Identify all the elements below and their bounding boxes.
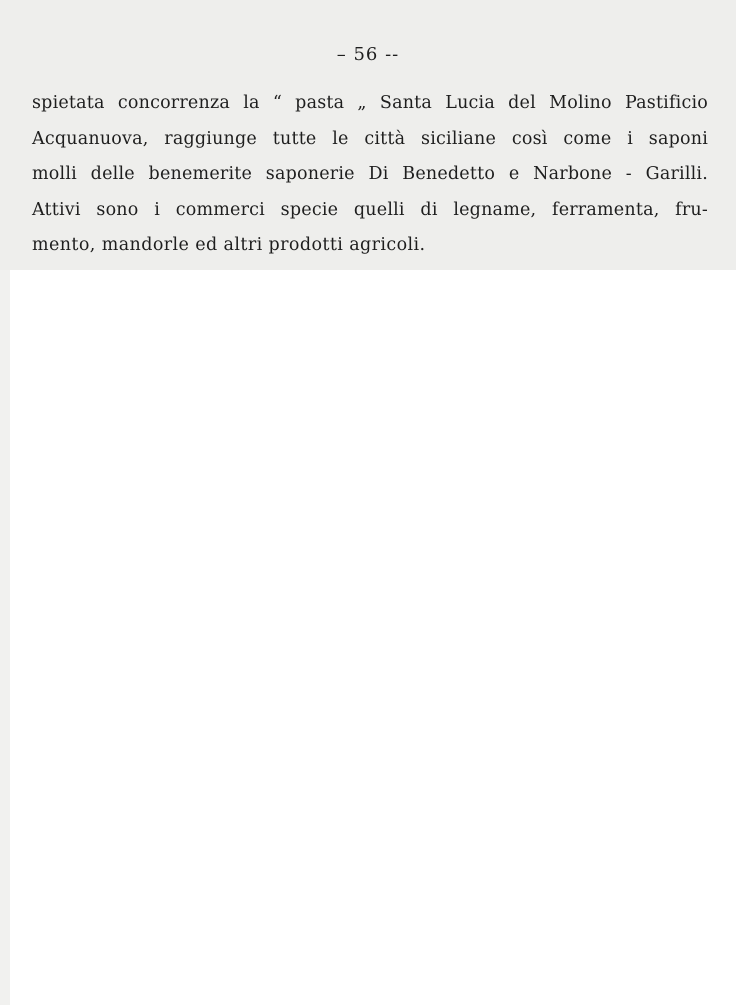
text-line-3: molli delle benemerite saponerie Di Benedetto e Narbone - Garilli.	[32, 164, 708, 184]
body-paragraph	[32, 86, 708, 264]
text-line-4: Attivi sono i commerci specie quelli di legname, ferramenta, fru-	[32, 199, 708, 220]
scan-margin-edge	[0, 270, 10, 1005]
page-number: – 56 --	[336, 44, 400, 65]
text-line-5: mento, mandorle ed altri prodotti agricoli.	[32, 235, 426, 255]
text-line-2: Acquanuova, raggiunge tutte le città siciliane così come i saponi	[32, 128, 708, 149]
text-line-1: spietata concorrenza la “ pasta „ Santa Lucia del Molino Pastificio	[32, 93, 708, 113]
